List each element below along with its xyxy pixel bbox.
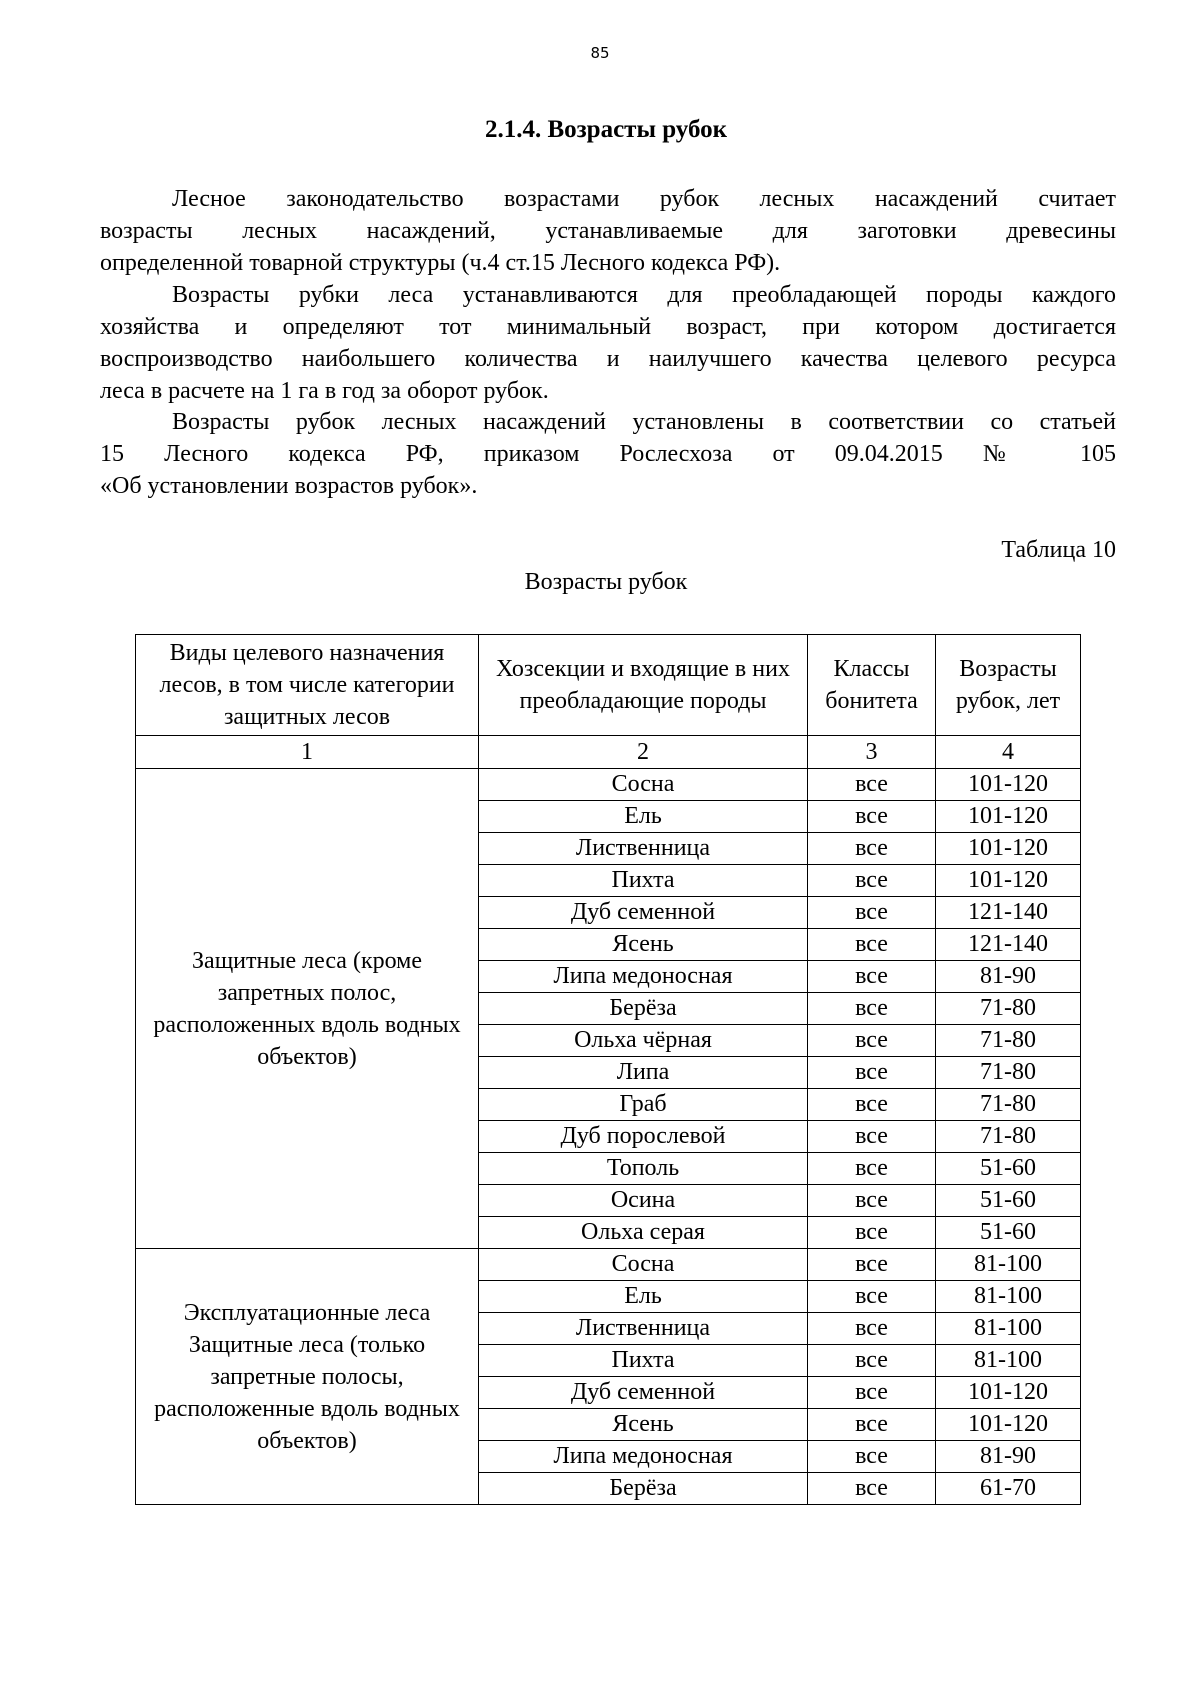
species-cell: Граб [479, 1089, 808, 1121]
site-class-cell: все [808, 1217, 936, 1249]
species-cell: Ясень [479, 929, 808, 961]
page-number: 85 [590, 44, 610, 62]
cutting-age-cell: 101-120 [936, 833, 1081, 865]
paragraph-line: 15 Лесного кодекса РФ, приказом Рослесхоза от 09.04.2015 № 105 [100, 441, 1116, 467]
site-class-cell: все [808, 833, 936, 865]
cutting-ages-table [135, 634, 1081, 1505]
species-cell: Тополь [479, 1153, 808, 1185]
species-cell: Осина [479, 1185, 808, 1217]
cutting-age-cell: 101-120 [936, 801, 1081, 833]
header-site-class: Классы бонитета [808, 635, 936, 736]
table-title: Возрасты рубок [524, 569, 688, 595]
paragraph-line: леса в расчете на 1 га в год за оборот рубок. [100, 378, 549, 404]
cutting-age-cell: 121-140 [936, 897, 1081, 929]
species-cell: Дуб семенной [479, 1377, 808, 1409]
header-sections-species: Хозсекции и входящие в них преобладающие породы [479, 635, 808, 736]
species-cell: Липа медоносная [479, 1441, 808, 1473]
cutting-age-cell: 71-80 [936, 1089, 1081, 1121]
paragraph-line: Лесное законодательство возрастами рубок лесных насаждений считает [172, 186, 1116, 212]
paragraph-line: Возрасты рубок лесных насаждений установлены в соответствии со статьей [172, 409, 1116, 435]
paragraph-line: определенной товарной структуры (ч.4 ст.15 Лесного кодекса РФ). [100, 250, 781, 276]
species-cell: Липа медоносная [479, 961, 808, 993]
header-cutting-age: Возрасты рубок, лет [936, 635, 1081, 736]
column-number: 2 [479, 736, 808, 769]
site-class-cell: все [808, 865, 936, 897]
cutting-age-cell: 81-100 [936, 1281, 1081, 1313]
site-class-cell: все [808, 801, 936, 833]
cutting-age-cell: 101-120 [936, 769, 1081, 801]
species-cell: Пихта [479, 865, 808, 897]
cutting-age-cell: 121-140 [936, 929, 1081, 961]
site-class-cell: все [808, 1281, 936, 1313]
species-cell: Дуб порослевой [479, 1121, 808, 1153]
paragraph-3 [100, 406, 1116, 502]
site-class-cell: все [808, 1089, 936, 1121]
cutting-age-cell: 101-120 [936, 1409, 1081, 1441]
paragraph-line: возрасты лесных насаждений, устанавливаемые для заготовки древесины [100, 218, 1116, 244]
site-class-cell: все [808, 1025, 936, 1057]
species-cell: Ольха чёрная [479, 1025, 808, 1057]
species-cell: Сосна [479, 769, 808, 801]
species-cell: Дуб семенной [479, 897, 808, 929]
cutting-age-cell: 81-100 [936, 1345, 1081, 1377]
section-title: 2.1.4. Возрасты рубок [484, 116, 728, 143]
table-number: Таблица 10 [1001, 537, 1116, 563]
site-class-cell: все [808, 929, 936, 961]
species-cell: Сосна [479, 1249, 808, 1281]
species-cell: Ель [479, 801, 808, 833]
site-class-cell: все [808, 1057, 936, 1089]
species-cell: Ель [479, 1281, 808, 1313]
paragraph-line: Возрасты рубки леса устанавливаются для преобладающей породы каждого [172, 282, 1116, 308]
species-cell: Липа [479, 1057, 808, 1089]
cutting-age-cell: 71-80 [936, 1121, 1081, 1153]
cutting-age-cell: 51-60 [936, 1217, 1081, 1249]
cutting-age-cell: 51-60 [936, 1185, 1081, 1217]
cutting-age-cell: 81-100 [936, 1313, 1081, 1345]
paragraph-2 [100, 279, 1116, 407]
site-class-cell: все [808, 1473, 936, 1505]
column-number: 4 [936, 736, 1081, 769]
site-class-cell: все [808, 1153, 936, 1185]
site-class-cell: все [808, 1249, 936, 1281]
site-class-cell: все [808, 1121, 936, 1153]
paragraph-line: воспроизводство наибольшего количества и наилучшего качества целевого ресурса [100, 346, 1116, 372]
cutting-age-cell: 81-90 [936, 961, 1081, 993]
site-class-cell: все [808, 1409, 936, 1441]
site-class-cell: все [808, 1313, 936, 1345]
cutting-age-cell: 71-80 [936, 1057, 1081, 1089]
species-cell: Берёза [479, 1473, 808, 1505]
header-forest-purpose: Виды целевого назначения лесов, в том числе категории защитных лесов [136, 635, 479, 736]
site-class-cell: все [808, 897, 936, 929]
cutting-age-cell: 81-90 [936, 1441, 1081, 1473]
table-row [136, 1249, 1081, 1281]
species-cell: Ясень [479, 1409, 808, 1441]
site-class-cell: все [808, 1185, 936, 1217]
column-number-row [136, 736, 1081, 769]
table-row [136, 769, 1081, 801]
forest-purpose-group-cell: Защитные леса (кроме запретных полос, расположенных вдоль водных объектов) [136, 769, 479, 1249]
cutting-age-cell: 51-60 [936, 1153, 1081, 1185]
column-number: 1 [136, 736, 479, 769]
cutting-age-cell: 81-100 [936, 1249, 1081, 1281]
site-class-cell: все [808, 769, 936, 801]
column-number: 3 [808, 736, 936, 769]
forest-purpose-group-cell: Эксплуатационные леса Защитные леса (только запретные полосы, расположенные вдоль водных объектов) [136, 1249, 479, 1505]
site-class-cell: все [808, 1377, 936, 1409]
species-cell: Лиственница [479, 833, 808, 865]
site-class-cell: все [808, 1441, 936, 1473]
cutting-age-cell: 101-120 [936, 865, 1081, 897]
cutting-age-cell: 101-120 [936, 1377, 1081, 1409]
table-header-row [136, 635, 1081, 736]
species-cell: Пихта [479, 1345, 808, 1377]
site-class-cell: все [808, 1345, 936, 1377]
paragraph-line: хозяйства и определяют тот минимальный возраст, при котором достигается [100, 314, 1116, 340]
cutting-age-cell: 61-70 [936, 1473, 1081, 1505]
site-class-cell: все [808, 961, 936, 993]
cutting-age-cell: 71-80 [936, 993, 1081, 1025]
paragraph-line: «Об установлении возрастов рубок». [100, 473, 478, 499]
paragraph-1 [100, 183, 1116, 279]
species-cell: Ольха серая [479, 1217, 808, 1249]
cutting-age-cell: 71-80 [936, 1025, 1081, 1057]
site-class-cell: все [808, 993, 936, 1025]
species-cell: Берёза [479, 993, 808, 1025]
species-cell: Лиственница [479, 1313, 808, 1345]
